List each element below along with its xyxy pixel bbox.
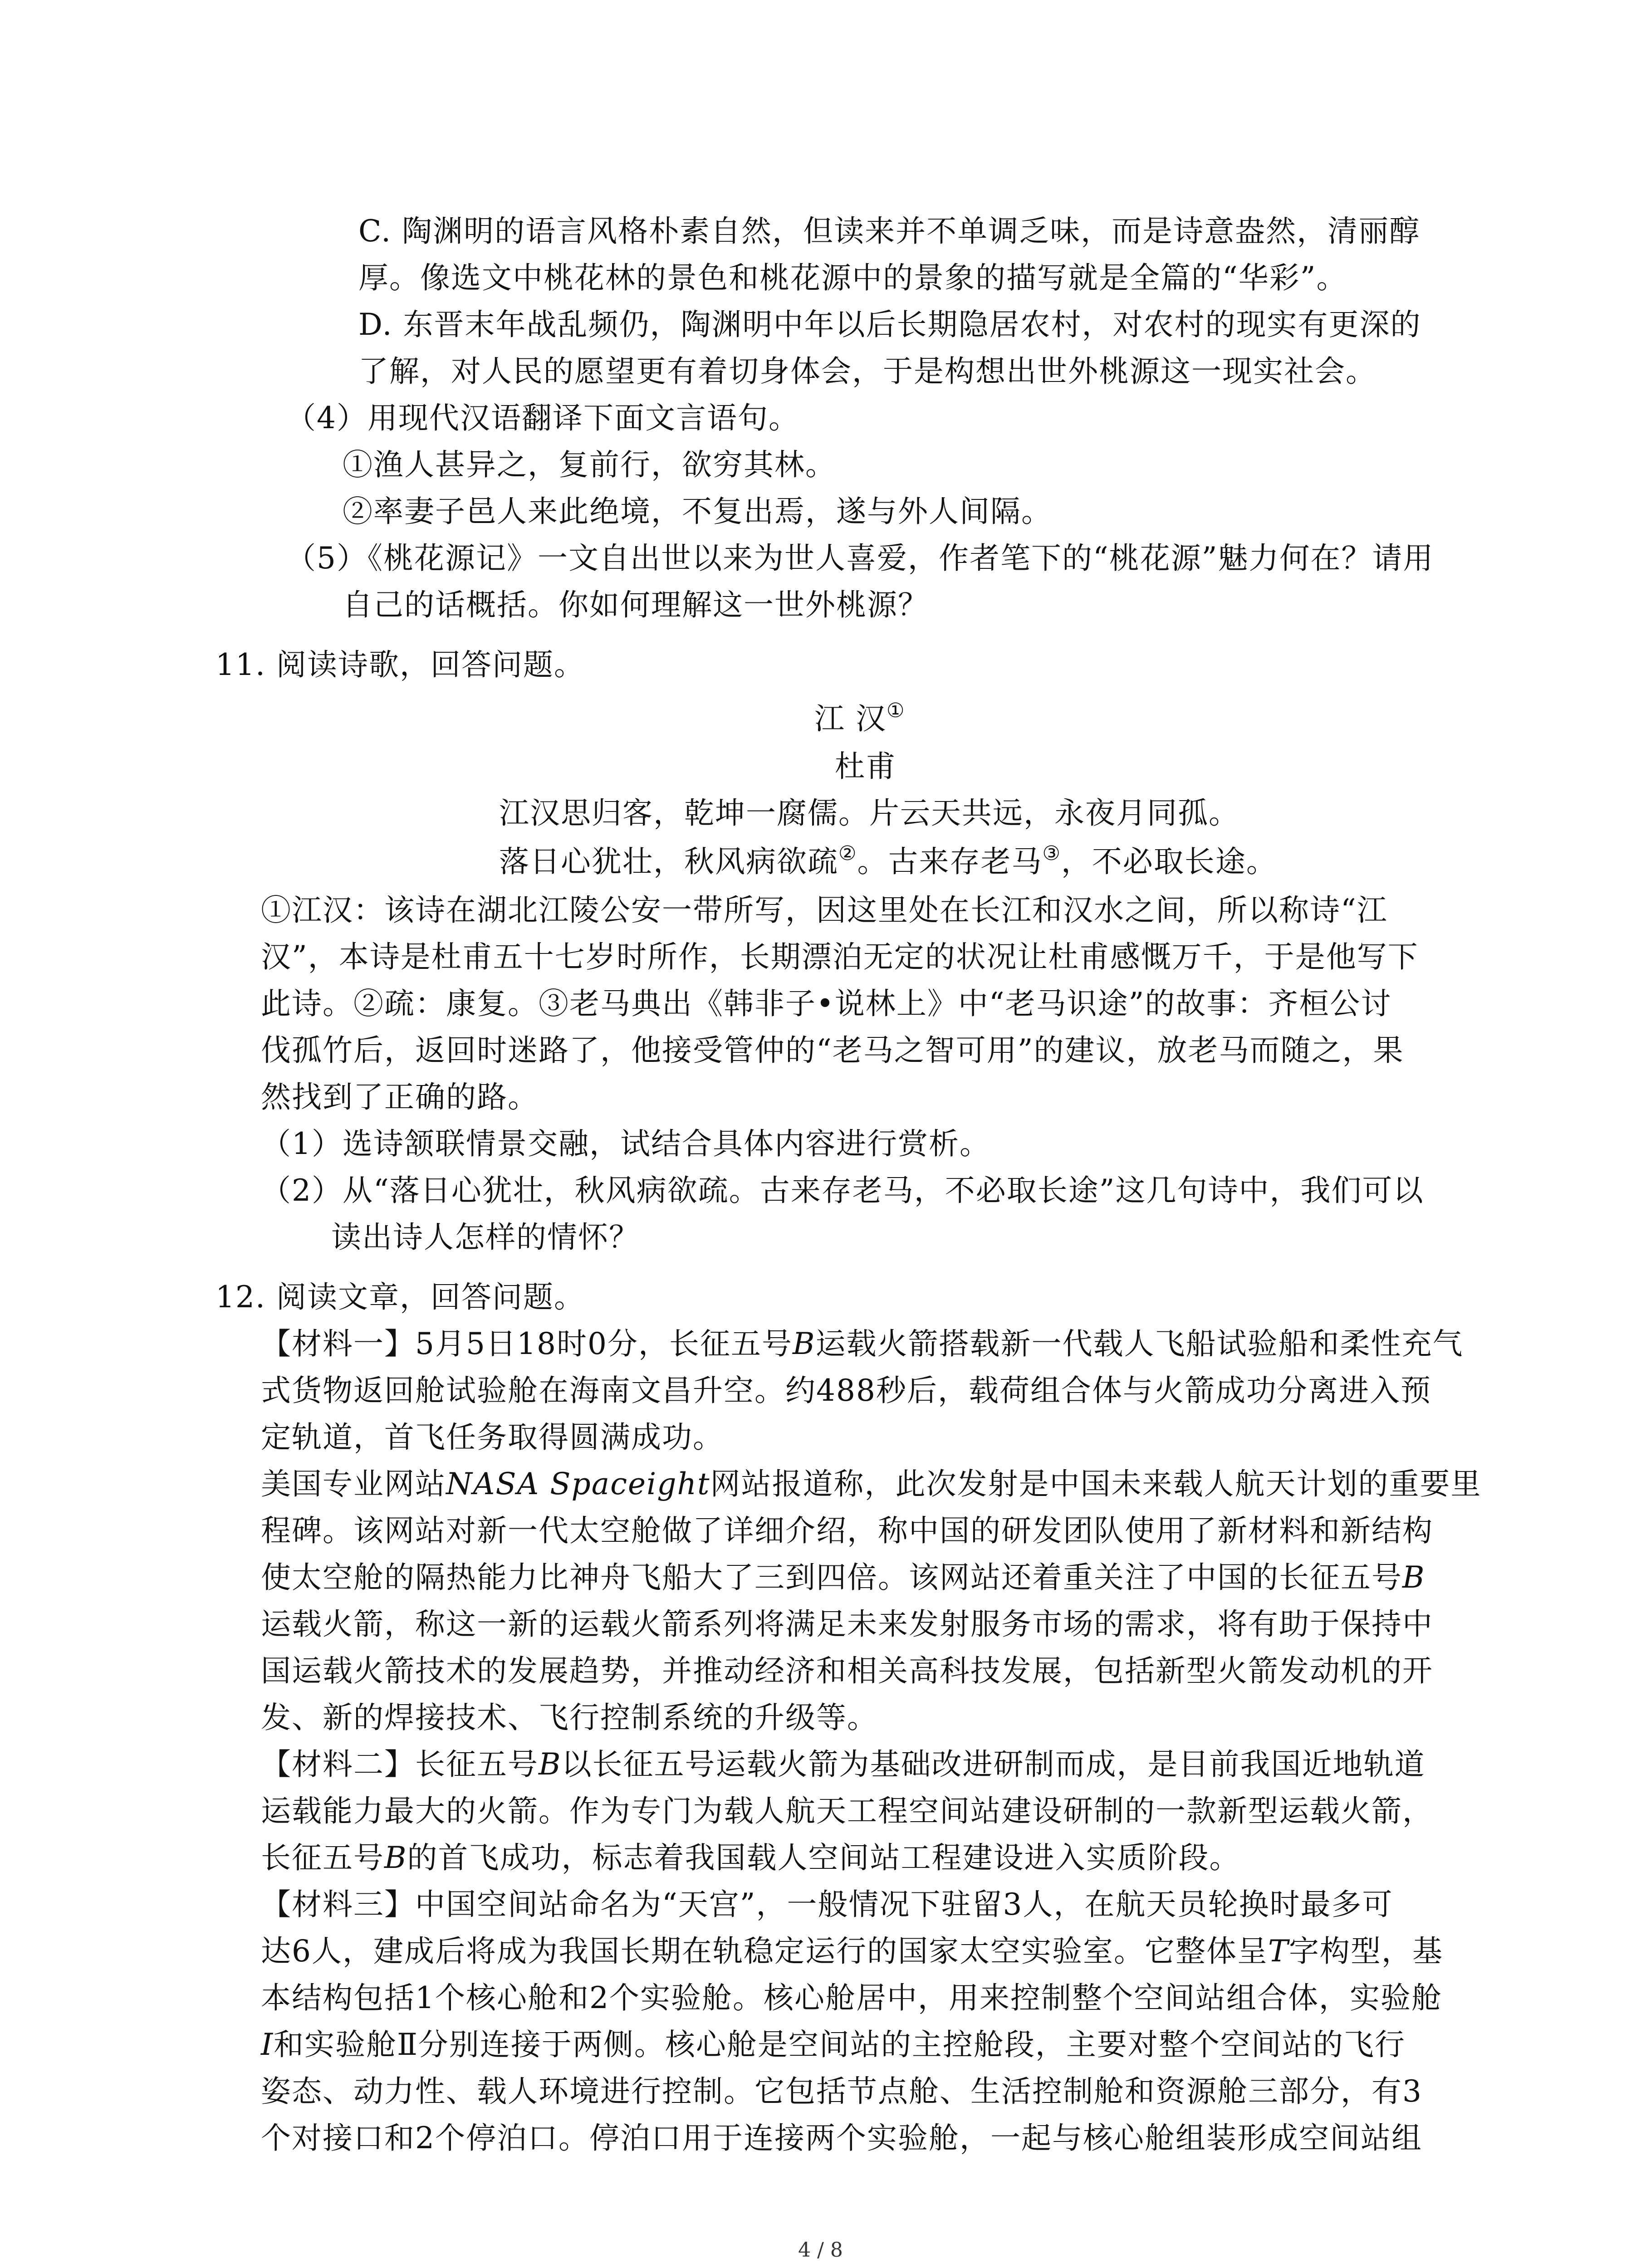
material-1-line: 发、新的焊接技术、飞行控制系统的升级等。 xyxy=(261,1700,878,1735)
text-line: 了解，对人民的愿望更有着切身体会，于是构想出世外桃源这一现实社会。 xyxy=(358,354,1376,389)
text-line: C. 陶渊明的语言风格朴素自然，但读来并不单调乏味，而是诗意盎然，清丽醇 xyxy=(358,214,1421,249)
material-3-line: 姿态、动力性、载人环境进行控制。它包括节点舱、生活控制舱和资源舱三部分，有3 xyxy=(261,2074,1422,2109)
annotation-line: 汉”，本诗是杜甫五十七岁时所作，长期漂泊无定的状况让杜甫感慨万千，于是他写下 xyxy=(261,939,1419,974)
text-line: 读出诗人怎样的情怀？ xyxy=(331,1220,640,1255)
material-1-line: 程碑。该网站对新一代太空舱做了详细介绍，称中国的研发团队使用了新材料和新结构 xyxy=(261,1513,1433,1548)
poem-author: 杜甫 xyxy=(835,749,896,784)
question-11-2: （2）从“落日心犹壮，秋风病欲疏。古来存老马，不必取长途”这几句诗中，我们可以 xyxy=(261,1173,1424,1208)
material-3-line: I和实验舱Ⅱ分别连接于两侧。核心舱是空间站的主控舱段，主要对整个空间站的飞行 xyxy=(261,2027,1406,2062)
material-1-line: 国运载火箭技术的发展趋势，并推动经济和相关高科技发展，包括新型火箭发动机的开 xyxy=(261,1653,1433,1688)
material-1-line: 式货物返回舱试验舱在海南文昌升空。约488秒后，载荷组合体与火箭成功分离进入预 xyxy=(261,1373,1431,1408)
material-1-line: 【材料一】5月5日18时0分，长征五号B运载火箭搭载新一代载人飞船试验船和柔性充气 xyxy=(261,1326,1464,1361)
annotation-line: 此诗。②疏：康复。③老马典出《韩非子•说林上》中“老马识途”的故事：齐桓公讨 xyxy=(261,986,1392,1021)
poem-line-1: 江汉思归客，乾坤一腐儒。片云天共远，永夜月同孤。 xyxy=(499,796,1239,831)
material-2-line: 长征五号B的首飞成功，标志着我国载人空间站工程建设进入实质阶段。 xyxy=(261,1840,1240,1875)
material-1-line: 美国专业网站NASA Spaceight网站报道称，此次发射是中国未来载人航天计划的重要里 xyxy=(261,1466,1482,1501)
poem-line-2: 落日心犹壮，秋风病欲疏②。古来存老马③，不必取长途。 xyxy=(499,842,1277,879)
material-2-line: 运载能力最大的火箭。作为专门为载人航天工程空间站建设研制的一款新型运载火箭， xyxy=(261,1794,1433,1828)
question-11: 11. 阅读诗歌，回答问题。 xyxy=(216,647,585,682)
poem-title: 江 汉① xyxy=(814,699,906,736)
material-1-line: 定轨道，首飞任务取得圆满成功。 xyxy=(261,1420,724,1455)
annotation-line: 伐孤竹后，返回时迷路了，他接受管仲的“老马之智可用”的建议，放老马而随之，果 xyxy=(261,1033,1404,1068)
material-3-line: 【材料三】中国空间站命名为“天宫”，一般情况下驻留3人，在航天员轮换时最多可 xyxy=(261,1887,1393,1922)
text-line: 厚。像选文中桃花林的景色和桃花源中的景象的描写就是全篇的“华彩”。 xyxy=(358,260,1347,295)
text-line: ①渔人甚异之，复前行，欲穷其林。 xyxy=(343,447,836,482)
material-3-line: 个对接口和2个停泊口。停泊口用于连接两个实验舱，一起与核心舱组装形成空间站组 xyxy=(261,2121,1422,2156)
material-3-line: 本结构包括1个核心舱和2个实验舱。核心舱居中，用来控制整个空间站组合体，实验舱 xyxy=(261,1980,1442,2015)
text-line: 自己的话概括。你如何理解这一世外桃源？ xyxy=(343,587,929,622)
question-4: （4）用现代汉语翻译下面文言语句。 xyxy=(286,401,799,435)
question-5: （5）《桃花源记》一文自出世以来为世人喜爱，作者笔下的“桃花源”魅力何在？请用 xyxy=(286,541,1434,576)
page-number: 4 / 8 xyxy=(798,2239,843,2262)
material-1-line: 运载火箭，称这一新的运载火箭系列将满足未来发射服务市场的需求，将有助于保持中 xyxy=(261,1607,1433,1642)
question-12: 12. 阅读文章，回答问题。 xyxy=(216,1280,585,1315)
material-2-line: 【材料二】长征五号B以长征五号运载火箭为基础改进研制而成，是目前我国近地轨道 xyxy=(261,1747,1425,1782)
text-line: D. 东晋末年战乱频仍，陶渊明中年以后长期隐居农村，对农村的现实有更深的 xyxy=(358,307,1421,342)
annotation-line: ①江汉：该诗在湖北江陵公安一带所写，因这里处在长江和汉水之间，所以称诗“江 xyxy=(261,893,1388,928)
annotation-line: 然找到了正确的路。 xyxy=(261,1080,539,1114)
material-3-line: 达6人，建成后将成为我国长期在轨稳定运行的国家太空实验室。它整体呈T字构型，基 xyxy=(261,1934,1444,1969)
text-line: ②率妻子邑人来此绝境，不复出焉，遂与外人间隔。 xyxy=(343,494,1052,529)
material-1-line: 使太空舱的隔热能力比神舟飞船大了三到四倍。该网站还着重关注了中国的长征五号B xyxy=(261,1560,1425,1595)
question-11-1: （1）选诗颔联情景交融，试结合具体内容进行赏析。 xyxy=(261,1126,990,1161)
